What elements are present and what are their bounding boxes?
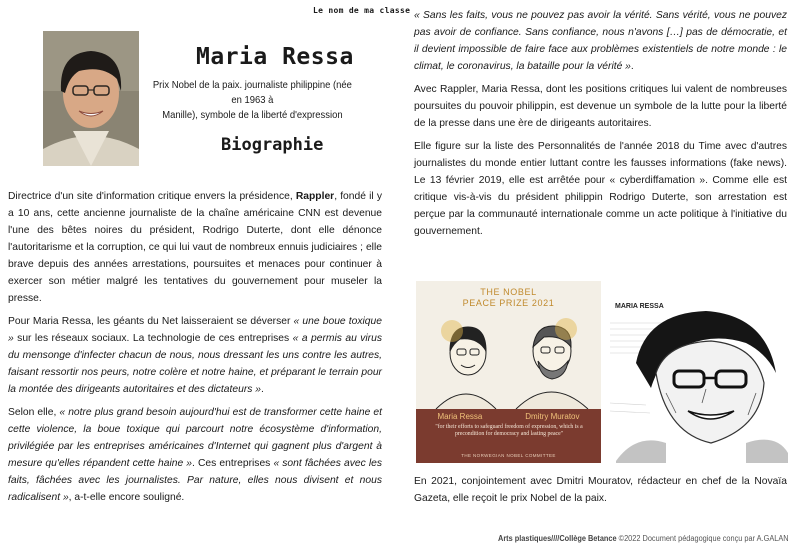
left-column: [8, 188, 382, 512]
laureate-name: Dmitry Muratov: [525, 412, 580, 421]
rappler-name: Rappler: [295, 191, 335, 202]
text: sur les réseaux sociaux. La technologie de ces entreprises: [13, 333, 293, 344]
nobel-title-line-1: THE NOBEL: [480, 287, 537, 297]
person-name: Maria Ressa: [196, 44, 354, 70]
person-subtitle: [148, 78, 357, 123]
laureate-names: [416, 412, 601, 421]
text: Selon elle,: [8, 407, 60, 418]
subtitle-line-1: Prix Nobel de la paix. journaliste philippine (née en 1963 à: [152, 79, 352, 106]
subtitle-line-2: Manille), symbole de la liberté d'expression: [162, 109, 343, 121]
paragraph: [8, 188, 382, 307]
paragraph: [414, 7, 787, 75]
quote-text: « une boue toxique »: [8, 316, 382, 344]
section-heading: Biographie: [221, 135, 324, 155]
footer-school: Arts plastiques////Collège Betance: [498, 534, 617, 543]
quote-text: « sont fâchées avec les faits, fâchées avec les journalistes. Par nature, elles nous divisent et nous radicalisent »: [8, 458, 382, 503]
text: Pour Maria Ressa, les géants du Net laisseraient se déverser: [8, 316, 294, 327]
right-column-bottom: [414, 473, 787, 507]
text: Directrice d'un site d'information critique envers la présidence,: [8, 191, 296, 202]
footer-copyright: ©2022 Document pédagogique conçu par A.GALAN: [616, 534, 789, 543]
ink-portrait-illustration: [606, 293, 788, 463]
paragraph: Avec Rappler, Maria Ressa, dont les positions critiques lui valent de nombreuses poursuites du pouvoir philippin, est devenue un symbole de la lutte pour la liberté de la presse dans une ère de dirigeants autoritaires.: [414, 84, 787, 129]
quote-text: « a permis au virus du mensonge d'infecter chacun de nous, nous dressant les uns contre les autres, faisant ressortir nos peurs, notre colère et notre haine, et préparant le terrain pour la montée des dirigeants autoritaires et des dictateurs »: [8, 333, 382, 395]
quote-text: « notre plus grand besoin aujourd'hui est de transformer cette haine et cette violence, la boue toxique qui parcourt notre écosystème d'information, privilégiée par les entreprises américaines d'Internet qui gagnent plus d'argent à mesure qu'elles répandent cette haine »: [8, 407, 382, 469]
text: .: [261, 384, 264, 395]
nobel-citation: "for their efforts to safeguard freedom of expression, which is a precondition for democracy and lasting peace": [435, 424, 583, 437]
quote-text: « Sans les faits, vous ne pouvez pas avoir la vérité. Sans vérité, vous ne pouvez pas avoir de confiance. Sans confiance, nous n'avons […] pas de démocratie, et il devient impossible de faire face aux problèmes existentiels de notre monde : le climat, le coronavirus, la bataille pour la vérité »: [414, 10, 787, 72]
class-name-tag: Le nom de ma classe: [313, 6, 411, 15]
nobel-title-line-2: PEACE PRIZE 2021: [462, 298, 555, 308]
nobel-title: [416, 287, 601, 309]
footer-credits: [498, 534, 789, 543]
paragraph: Elle figure sur la liste des Personnalités de l'année 2018 du Time avec d'autres journalistes du monde entier luttant contre les fausses informations (fake news). Le 13 février 2019, elle est arrêtée pour « cyberdiffamation ». Comme elle est critique vis-à-vis du président philippin Rodrigo Duterte, son arrestation est perçue par la communauté internationale comme un acte politique à l'initiative du gouvernement.: [414, 141, 787, 237]
laureates-drawing: [416, 309, 601, 409]
text: , a-t-elle encore souligné.: [68, 492, 185, 503]
nobel-committee: THE NORWEGIAN NOBEL COMMITTEE: [461, 453, 556, 458]
text: , fondé il y a 10 ans, cette ancienne journaliste de la chaîne américaine CNN est devenue l'une des bêtes noires du président, Rodrigo Duterte, dont elle dénonce l'autoritarisme et la corruption, ce qui lui vaut de nombreux ennuis judiciaires ; elle brave depuis des années arrestations, poursuites et menaces pour continuer à exercer son métier malgré les tentatives du gouvernement pour museler la presse.: [8, 191, 382, 304]
portrait-photo: [43, 31, 139, 166]
nobel-prize-card: [416, 281, 601, 463]
sketch-label: MARIA RESSA: [615, 303, 664, 310]
paragraph: [8, 404, 382, 506]
paragraph: [8, 313, 382, 398]
text: . Ces entreprises: [192, 458, 274, 469]
paragraph: En 2021, conjointement avec Dmitri Mouratov, rédacteur en chef de la Novaïa Gazeta, elle reçoit le prix Nobel de la paix.: [414, 476, 787, 504]
right-column: [414, 7, 787, 246]
laureate-name: Maria Ressa: [437, 412, 483, 421]
text: .: [630, 61, 634, 72]
